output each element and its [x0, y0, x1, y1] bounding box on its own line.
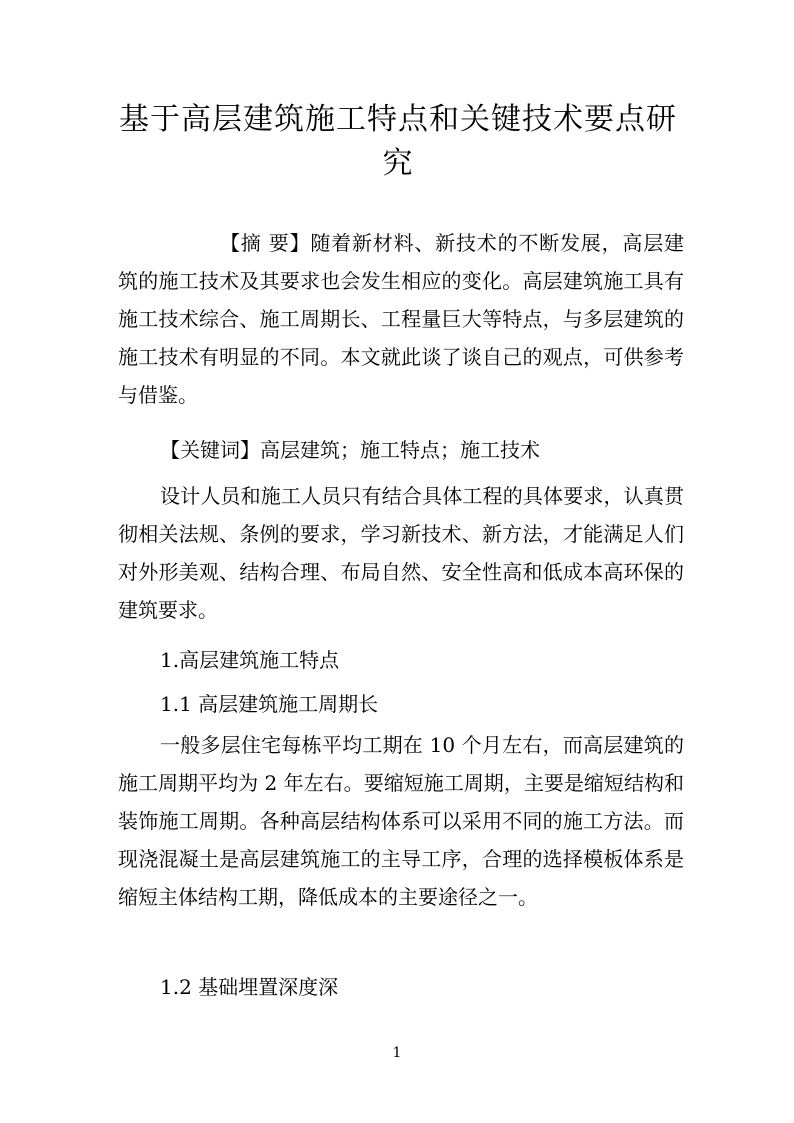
abstract-paragraph: 【摘 要】随着新材料、新技术的不断发展，高层建筑的施工技术及其要求也会发生相应的变化。高层建筑施工具有施工技术综合、施工周期长、工程量巨大等特点，与多层建筑的施工技术有明显的不同。本文就此谈了谈自己的观点，可供参考与借鉴。 — [118, 231, 684, 407]
keywords-line: 【关键词】高层建筑；施工特点；施工技术 — [160, 438, 540, 462]
section-heading-1-2: 1.2 基础埋置深度深 — [160, 975, 339, 999]
section-heading-1: 1.高层建筑施工特点 — [160, 648, 340, 672]
page-number: 1 — [392, 1045, 402, 1061]
section-1-1-paragraph: 一般多层住宅每栋平均工期在 10 个月左右，而高层建筑的施工周期平均为 2 年左右。要缩短施工周期，主要是缩短结构和装饰施工周期。各种高层结构体系可以采用不同的施工方法。而现浇混凝土是高层建筑施工的主导工序，合理的选择模板体系是缩短主体结构工期，降低成本的主要途径之一。 — [118, 733, 684, 909]
document-title: 基于高层建筑施工特点和关键技术要点研究 — [119, 102, 677, 181]
intro-paragraph: 设计人员和施工人员只有结合具体工程的具体要求，认真贯彻相关法规、条例的要求，学习新技术、新方法，才能满足人们对外形美观、结构合理、布局自然、安全性高和低成本高环保的建筑要求。 — [118, 484, 684, 622]
section-heading-1-1: 1.1 高层建筑施工周期长 — [160, 692, 379, 716]
